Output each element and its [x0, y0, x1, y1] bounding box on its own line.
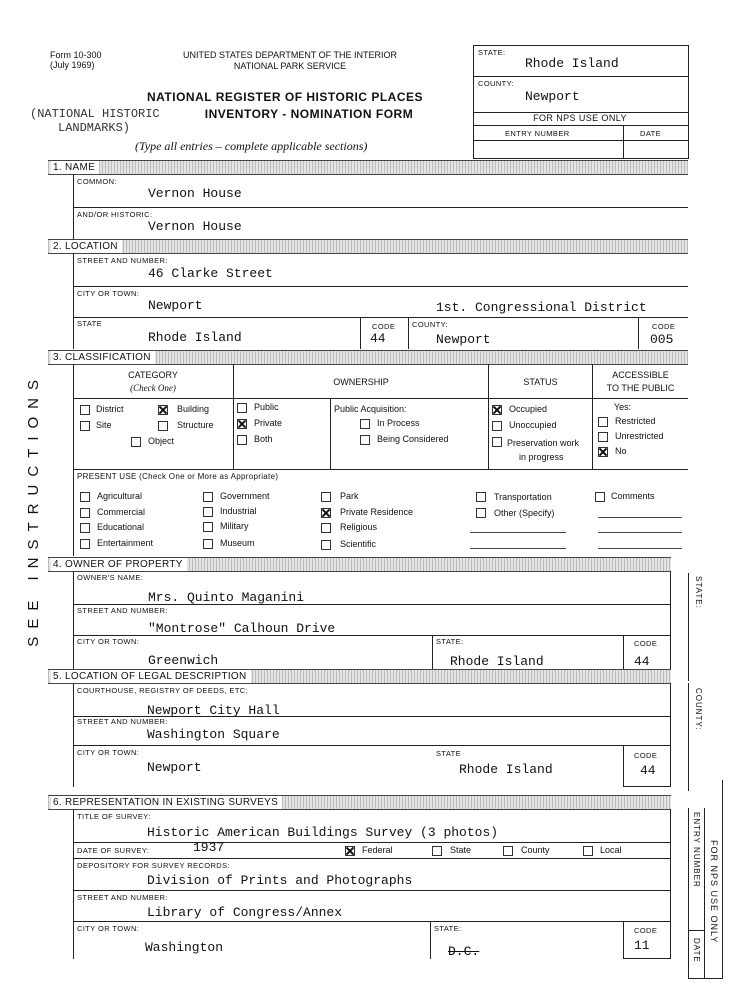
owner-street-label: STREET AND NUMBER: [77, 606, 168, 615]
depository-city: Washington [145, 940, 224, 955]
common-label: COMMON: [77, 177, 117, 186]
legal-street-label: STREET AND NUMBER: [77, 717, 168, 726]
district-checkbox[interactable] [80, 405, 90, 415]
top-county-value: Newport [525, 89, 580, 104]
use-scientific-label: Scientific [340, 539, 377, 549]
section-2-band: 2. LOCATION [48, 239, 688, 254]
courthouse: Newport City Hall [147, 703, 280, 718]
location-state: Rhode Island [148, 330, 242, 345]
owner-state-label: STATE: [436, 637, 464, 646]
use-educational-checkbox[interactable] [80, 523, 90, 533]
use-comments-label: Comments [611, 491, 655, 501]
survey-date-label: DATE OF SURVEY: [77, 846, 150, 855]
use-museum-label: Museum [220, 538, 255, 548]
ownership-header: OWNERSHIP [333, 377, 389, 387]
location-city-label: CITY OR TOWN: [77, 289, 140, 298]
county-code: 005 [650, 332, 674, 347]
county-survey-label: County [521, 845, 550, 855]
use-agricultural-checkbox[interactable] [80, 492, 90, 502]
yes-label: Yes: [614, 402, 632, 412]
congressional-district: 1st. Congressional District [436, 300, 647, 315]
location-county: Newport [436, 332, 491, 347]
use-museum-checkbox[interactable] [203, 539, 213, 549]
federal-label: Federal [362, 845, 393, 855]
margin-nps-label: FOR NPS USE ONLY [709, 840, 719, 944]
owner-code: 44 [634, 654, 650, 669]
restricted-checkbox[interactable] [598, 417, 608, 427]
both-checkbox[interactable] [237, 435, 247, 445]
use-park-label: Park [340, 491, 359, 501]
site-checkbox[interactable] [80, 421, 90, 431]
being-considered-label: Being Considered [377, 434, 449, 444]
use-park-checkbox[interactable] [321, 492, 331, 502]
acquisition-label: Public Acquisition: [334, 404, 407, 414]
section-1-band: 1. NAME [48, 160, 688, 175]
side-instructions: SEE INSTRUCTIONS [25, 372, 42, 647]
state-survey-checkbox[interactable] [432, 846, 442, 856]
preservation-checkbox[interactable] [492, 437, 502, 447]
restricted-label: Restricted [615, 416, 656, 426]
object-label: Object [148, 436, 175, 446]
state-code: 44 [370, 331, 386, 346]
survey-title: Historic American Buildings Survey (3 photos) [147, 825, 499, 840]
legal-street: Washington Square [147, 727, 280, 742]
use-other-checkbox[interactable] [476, 508, 486, 518]
private-label: Private [254, 418, 283, 428]
local-survey-label: Local [600, 845, 622, 855]
being-considered-checkbox[interactable] [360, 435, 370, 445]
in-process-checkbox[interactable] [360, 419, 370, 429]
structure-label: Structure [177, 420, 214, 430]
depository-label: DEPOSITORY FOR SURVEY RECORDS: [77, 861, 231, 870]
use-government-checkbox[interactable] [203, 492, 213, 502]
owner-code-label: CODE [634, 639, 658, 648]
depository-state: D.C. [448, 944, 480, 959]
margin-entry-label: ENTRY NUMBER [692, 812, 701, 888]
state-code-label: CODE [372, 322, 396, 331]
structure-checkbox[interactable] [158, 421, 168, 431]
depository-code-label: CODE [634, 926, 658, 935]
department: UNITED STATES DEPARTMENT OF THE INTERIOR NATIONAL PARK SERVICE [182, 50, 398, 71]
use-other-label: Other (Specify) [494, 508, 555, 518]
legal-state-label: STATE [436, 749, 462, 758]
object-checkbox[interactable] [131, 437, 141, 447]
status-header: STATUS [523, 377, 558, 387]
use-private-residence-checkbox[interactable] [321, 508, 331, 518]
date-label: DATE [640, 129, 662, 138]
building-checkbox[interactable] [158, 405, 168, 415]
depository-state-label: STATE: [434, 924, 462, 933]
unoccupied-checkbox[interactable] [492, 421, 502, 431]
owner-state: Rhode Island [450, 654, 544, 669]
use-military-checkbox[interactable] [203, 522, 213, 532]
use-industrial-label: Industrial [220, 506, 257, 516]
use-transportation-label: Transportation [494, 492, 552, 502]
margin-state-label: STATE: [694, 576, 703, 609]
form-title: NATIONAL REGISTER OF HISTORIC PLACES INVENTORY - NOMINATION FORM [146, 90, 424, 121]
unoccupied-label: Unoccupied [509, 420, 557, 430]
section-6-band: 6. REPRESENTATION IN EXISTING SURVEYS [48, 795, 671, 810]
depository-street-label: STREET AND NUMBER: [77, 893, 168, 902]
depository-city-label: CITY OR TOWN: [77, 924, 140, 933]
in-process-label: In Process [377, 418, 420, 428]
form-number: Form 10-300 (July 1969) [50, 50, 102, 70]
location-street: 46 Clarke Street [148, 266, 273, 281]
nps-use-only: FOR NPS USE ONLY [533, 113, 627, 123]
owner-name: Mrs. Quinto Maganini [148, 590, 305, 605]
historic-label: AND/OR HISTORIC: [77, 210, 153, 219]
county-survey-checkbox[interactable] [503, 846, 513, 856]
unrestricted-label: Unrestricted [615, 431, 664, 441]
use-comments-checkbox[interactable] [595, 492, 605, 502]
present-use-label: PRESENT USE (Check One or More as Appropriate) [77, 472, 279, 481]
depository: Division of Prints and Photographs [147, 873, 413, 888]
historic-name: Vernon House [148, 219, 242, 234]
no-checkbox[interactable] [598, 447, 608, 457]
location-state-label: STATE [77, 319, 103, 328]
occupied-checkbox[interactable] [492, 405, 502, 415]
depository-street: Library of Congress/Annex [147, 905, 343, 920]
legal-city: Newport [147, 760, 202, 775]
legal-state: Rhode Island [459, 762, 553, 777]
courthouse-label: COURTHOUSE, REGISTRY OF DEEDS, ETC: [77, 686, 249, 695]
use-commercial-label: Commercial [97, 507, 146, 517]
legal-city-label: CITY OR TOWN: [77, 748, 140, 757]
use-agricultural-label: Agricultural [97, 491, 143, 501]
legal-code-label: CODE [634, 751, 658, 760]
building-label: Building [177, 404, 210, 414]
survey-title-label: TITLE OF SURVEY: [77, 812, 151, 821]
local-survey-checkbox[interactable] [583, 846, 593, 856]
top-county-label: COUNTY: [478, 79, 515, 88]
location-street-label: STREET AND NUMBER: [77, 256, 168, 265]
margin-county-label: COUNTY: [694, 688, 703, 731]
private-checkbox[interactable] [237, 419, 247, 429]
federal-checkbox[interactable] [345, 846, 355, 856]
county-code-label: CODE [652, 322, 676, 331]
occupied-label: Occupied [509, 404, 548, 414]
location-city: Newport [148, 298, 203, 313]
both-label: Both [254, 434, 273, 444]
margin-date-label: DATE [692, 938, 701, 963]
owner-street: "Montrose" Calhoun Drive [148, 621, 336, 636]
district-label: District [96, 404, 124, 414]
accessible-header: ACCESSIBLE TO THE PUBLIC [606, 370, 675, 393]
use-transportation-checkbox[interactable] [476, 492, 486, 502]
use-entertainment-checkbox[interactable] [80, 539, 90, 549]
legal-code: 44 [640, 763, 656, 778]
use-industrial-checkbox[interactable] [203, 507, 213, 517]
section-5-band: 5. LOCATION OF LEGAL DESCRIPTION [48, 669, 671, 684]
no-label: No [615, 446, 627, 456]
use-religious-checkbox[interactable] [321, 523, 331, 533]
use-military-label: Military [220, 521, 249, 531]
use-government-label: Government [220, 491, 270, 501]
section-4-band: 4. OWNER OF PROPERTY [48, 557, 671, 572]
owner-name-label: OWNER'S NAME: [77, 573, 144, 582]
instructions: (Type all entries – complete applicable sections) [135, 139, 368, 153]
category-header: CATEGORY (Check One) [128, 370, 178, 393]
common-name: Vernon House [148, 186, 242, 201]
use-private-residence-label: Private Residence [340, 507, 414, 517]
section-3-band: 3. CLASSIFICATION [48, 350, 688, 365]
stamp-text: (NATIONAL HISTORIC LANDMARKS) [30, 107, 160, 135]
use-scientific-checkbox[interactable] [321, 540, 331, 550]
use-religious-label: Religious [340, 522, 378, 532]
use-entertainment-label: Entertainment [97, 538, 154, 548]
public-label: Public [254, 402, 279, 412]
use-commercial-checkbox[interactable] [80, 508, 90, 518]
state-survey-label: State [450, 845, 472, 855]
preservation-label: Preservation work in progress [507, 438, 580, 462]
depository-code: 11 [634, 938, 650, 953]
owner-city: Greenwich [148, 653, 219, 668]
use-educational-label: Educational [97, 522, 145, 532]
location-county-label: COUNTY: [412, 320, 449, 329]
site-label: Site [96, 420, 112, 430]
public-checkbox[interactable] [237, 403, 247, 413]
top-state-label: STATE: [478, 48, 506, 57]
unrestricted-checkbox[interactable] [598, 432, 608, 442]
owner-city-label: CITY OR TOWN: [77, 637, 140, 646]
top-state-value: Rhode Island [525, 56, 619, 71]
entry-number-label: ENTRY NUMBER [505, 129, 570, 138]
survey-date: 1937 [193, 840, 225, 855]
